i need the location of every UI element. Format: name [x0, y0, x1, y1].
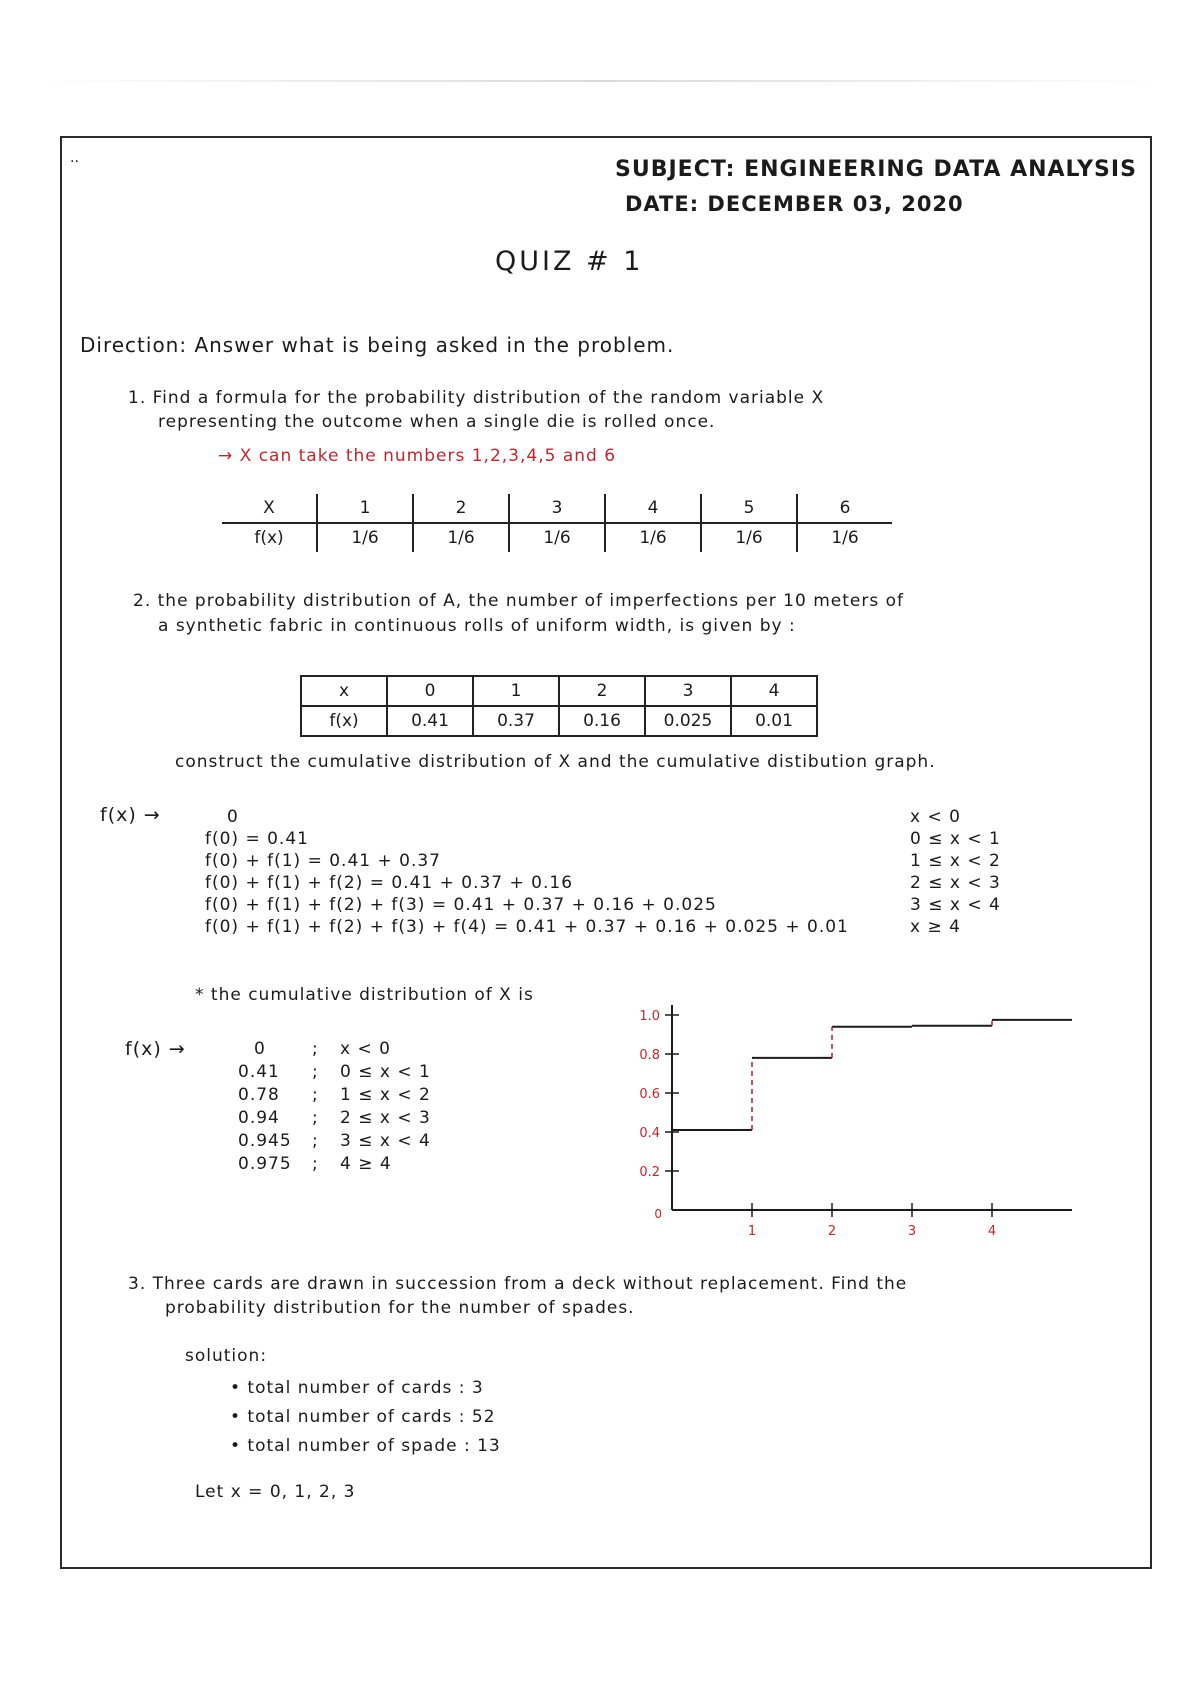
q2-text-line1: 2. the probability distribution of A, the number of imperfections per 10 meters of [133, 591, 904, 611]
q1-table-f-cell: 1/6 [797, 523, 892, 552]
q1-table-f-label: f(x) [254, 528, 284, 548]
q3-solution-label: solution: [185, 1346, 268, 1366]
q2-cdf-sep: ; [312, 1039, 319, 1059]
q2-cdf-range: 1 ≤ x < 2 [340, 1085, 431, 1105]
q2-cdf-range: x < 0 [340, 1039, 391, 1059]
q1-distribution-table [222, 494, 892, 552]
q2-table-f-cell: 0.37 [473, 706, 559, 736]
q2-work-line: f(0) + f(1) + f(2) = 0.41 + 0.37 + 0.16 [205, 873, 574, 893]
y-tick-label: 0.2 [639, 1165, 660, 1180]
q1-text-line1: 1. Find a formula for the probability distribution of the random variable X [128, 388, 825, 408]
corner-mark: .. [70, 150, 79, 166]
q2-work-range: x < 0 [910, 807, 961, 827]
q1-table-x-label: X [222, 494, 317, 523]
q2-table-f-label: f(x) [329, 711, 359, 731]
cdf-step-graph [610, 1005, 1090, 1250]
q3-bullet: • total number of cards : 52 [230, 1407, 496, 1427]
q2-table-x-cell: 4 [731, 676, 817, 706]
q2-table-x-cell: 3 [645, 676, 731, 706]
q2-cdf-values [238, 1038, 292, 1176]
graph-axes [654, 1005, 1072, 1221]
q2-work-lines [205, 806, 849, 938]
q1-table-f-cell: 1/6 [413, 523, 509, 552]
q2-cdf-value: 0.975 [238, 1154, 292, 1174]
q2-table-f-cell: 0.41 [387, 706, 473, 736]
q1-table-f-cell: 1/6 [317, 523, 413, 552]
q1-text-line2: representing the outcome when a single die is rolled once. [158, 412, 716, 432]
x-tick-label: 2 [827, 1224, 837, 1239]
q3-bullet: • total number of spade : 13 [230, 1436, 501, 1456]
q2-cdf-label: f(x) → [125, 1038, 186, 1060]
x-tick-label: 1 [747, 1224, 757, 1239]
q1-table-x-cell: 3 [509, 494, 605, 523]
origin-label: 0 [654, 1207, 662, 1221]
direction-text: Direction: Answer what is being asked in the problem. [80, 333, 675, 357]
q2-cdf-value: 0 [254, 1039, 266, 1059]
q2-work-range: 2 ≤ x < 3 [910, 873, 1001, 893]
q3-bullet: • total number of cards : 3 [230, 1378, 484, 1398]
q2-work-range: 3 ≤ x < 4 [910, 895, 1001, 915]
q2-table-x-cell: 1 [473, 676, 559, 706]
q1-table-f-cell: 1/6 [701, 523, 797, 552]
q3-let-x: Let x = 0, 1, 2, 3 [195, 1482, 356, 1502]
q3-bullets [230, 1374, 501, 1461]
q2-table-f-cell: 0.025 [645, 706, 731, 736]
q1-table-f-cell: 1/6 [605, 523, 701, 552]
y-tick-label: 0.8 [639, 1048, 660, 1063]
q2-work-range: 0 ≤ x < 1 [910, 829, 1001, 849]
y-tick-label: 0.4 [639, 1126, 660, 1141]
q2-work-line: f(0) + f(1) + f(2) + f(3) + f(4) = 0.41 + 0.37 + 0.16 + 0.025 + 0.01 [205, 917, 849, 937]
q2-cdf-sep: ; [312, 1131, 319, 1151]
q3-text-line2: probability distribution for the number of spades. [165, 1298, 635, 1318]
x-tick-label: 3 [907, 1224, 917, 1239]
q2-cdf-sep: ; [312, 1085, 319, 1105]
q2-work-label: f(x) → [100, 804, 161, 826]
q2-table-f-cell: 0.16 [559, 706, 645, 736]
date-line: DATE: DECEMBER 03, 2020 [625, 192, 964, 216]
graph-y-ticks [639, 1009, 679, 1180]
q2-cdf-value: 0.945 [238, 1131, 292, 1151]
q2-work-line: f(0) + f(1) = 0.41 + 0.37 [205, 851, 441, 871]
q2-table-x-cell: 2 [559, 676, 645, 706]
graph-x-ticks [748, 1203, 996, 1239]
q2-work-range: x ≥ 4 [910, 917, 961, 937]
q1-table-x-cell: 6 [797, 494, 892, 523]
q2-distribution-table [300, 675, 818, 737]
x-tick-label: 4 [987, 1224, 997, 1239]
scan-line [40, 80, 1160, 82]
q2-cdf-value: 0.94 [238, 1108, 280, 1128]
q2-table-x-label: x [301, 676, 387, 706]
q2-table-x-cell: 0 [387, 676, 473, 706]
q1-answer: → X can take the numbers 1,2,3,4,5 and 6 [218, 446, 617, 466]
q2-work-ranges [910, 806, 1001, 938]
q2-instruction: construct the cumulative distribution of X and the cumulative distibution graph. [175, 752, 936, 772]
q2-cdf-range: 2 ≤ x < 3 [340, 1108, 431, 1128]
q2-work-line: f(0) = 0.41 [205, 829, 309, 849]
q2-cdf-value: 0.41 [238, 1062, 280, 1082]
q2-table-f-cell: 0.01 [731, 706, 817, 736]
q2-cdf-sep: ; [312, 1108, 319, 1128]
q2-work-line: f(0) + f(1) + f(2) + f(3) = 0.41 + 0.37 + 0.16 + 0.025 [205, 895, 717, 915]
subject-line: SUBJECT: ENGINEERING DATA ANALYSIS [615, 157, 1137, 182]
q1-table-x-cell: 1 [317, 494, 413, 523]
q1-table-f-cell: 1/6 [509, 523, 605, 552]
q2-work-line: 0 [227, 807, 239, 827]
q2-cdf-range: 0 ≤ x < 1 [340, 1062, 431, 1082]
y-tick-label: 1.0 [639, 1009, 660, 1024]
q2-text-line2: a synthetic fabric in continuous rolls of uniform width, is given by : [158, 616, 796, 636]
q1-table-x-cell: 5 [701, 494, 797, 523]
y-tick-label: 0.6 [639, 1087, 660, 1102]
q1-table-x-cell: 4 [605, 494, 701, 523]
q3-text-line1: 3. Three cards are drawn in succession from a deck without replacement. Find the [128, 1274, 908, 1294]
q2-cdf-sep: ; [312, 1062, 319, 1082]
graph-steps [672, 1020, 1072, 1130]
quiz-title: QUIZ # 1 [495, 246, 644, 277]
q1-table-x-cell: 2 [413, 494, 509, 523]
q2-cdf-heading: * the cumulative distribution of X is [195, 985, 534, 1005]
q2-cdf-range: 3 ≤ x < 4 [340, 1131, 431, 1151]
q2-work-range: 1 ≤ x < 2 [910, 851, 1001, 871]
q2-cdf-ranges [340, 1038, 431, 1176]
q2-cdf-separators [312, 1038, 319, 1176]
q2-cdf-sep: ; [312, 1154, 319, 1174]
q2-cdf-value: 0.78 [238, 1085, 280, 1105]
q2-cdf-range: 4 ≥ 4 [340, 1154, 392, 1174]
